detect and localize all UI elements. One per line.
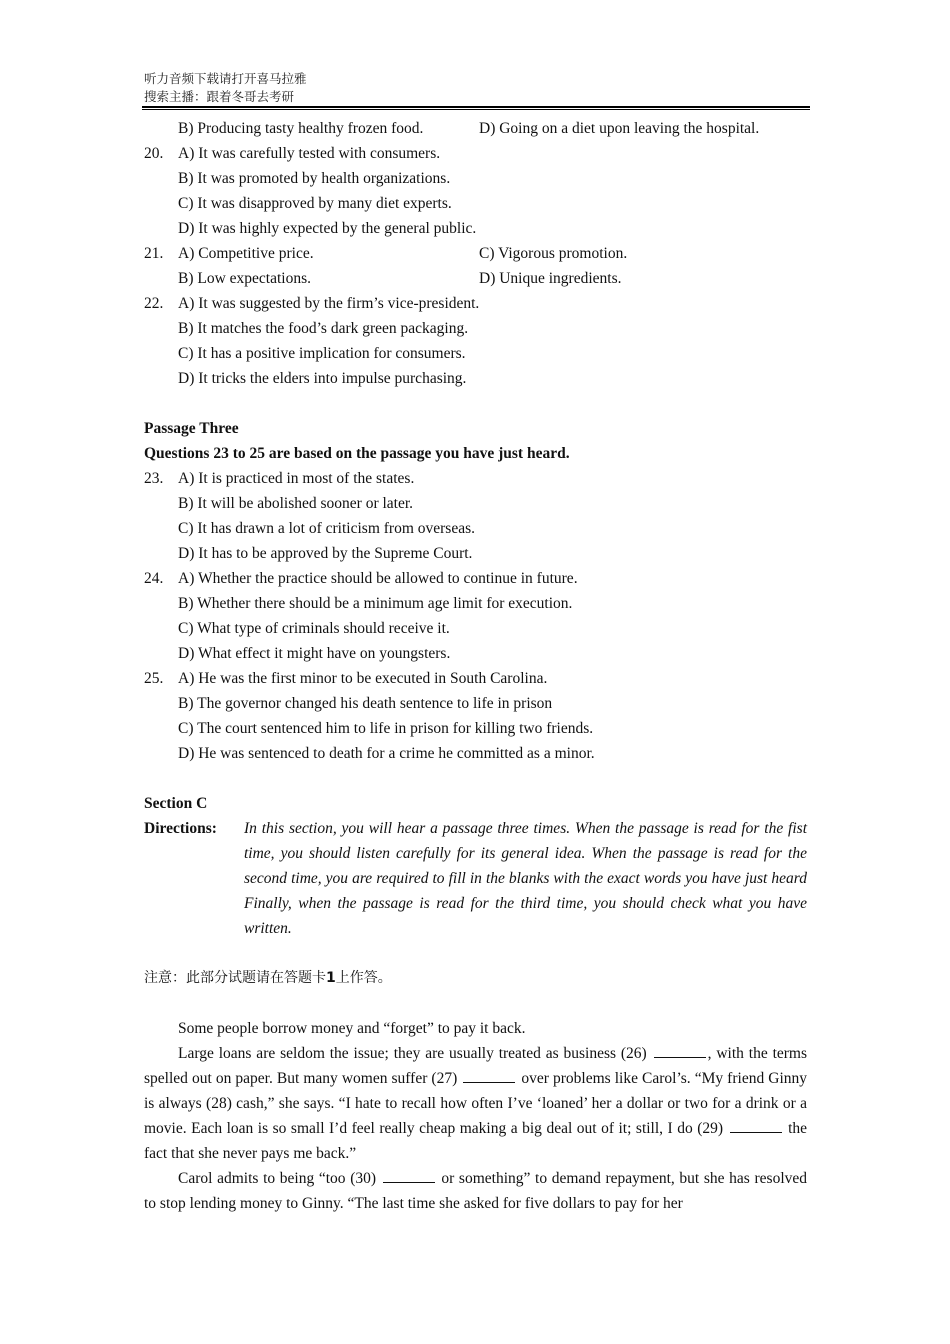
option-21-b: B) Low expectations. bbox=[178, 270, 312, 287]
question-number: 22. bbox=[144, 295, 164, 312]
page-content bbox=[144, 116, 807, 1216]
question-number: 25. bbox=[144, 670, 164, 687]
option-22-c: C) It has a positive implication for consumers. bbox=[178, 345, 466, 362]
option-20-a: A) It was carefully tested with consumers. bbox=[178, 145, 441, 162]
option-19-b: B) Producing tasty healthy frozen food. bbox=[178, 120, 424, 137]
question-23 bbox=[144, 466, 807, 491]
passage-three-subtitle: Questions 23 to 25 are based on the passage you have just heard. bbox=[144, 445, 570, 462]
header-line-2: 搜索主播：跟着冬哥去考研 bbox=[144, 89, 295, 104]
option-22-d: D) It tricks the elders into impulse purchasing. bbox=[178, 370, 467, 387]
note-suffix: 上作答。 bbox=[335, 970, 392, 986]
option-23-a: A) It is practiced in most of the states. bbox=[178, 470, 415, 487]
option-25-c: C) The court sentenced him to life in prison for killing two friends. bbox=[178, 720, 594, 737]
header-line-1: 听力音频下载请打开喜马拉雅 bbox=[144, 71, 307, 86]
option-22-b: B) It matches the food’s dark green packaging. bbox=[178, 320, 469, 337]
question-number: 21. bbox=[144, 245, 164, 262]
passage-three-title: Passage Three bbox=[144, 420, 239, 437]
option-23-c: C) It has drawn a lot of criticism from overseas. bbox=[178, 520, 475, 537]
passage-paragraph-1: Some people borrow money and “forget” to pay it back. bbox=[178, 1020, 526, 1037]
option-21-a: A) Competitive price. bbox=[178, 245, 314, 262]
option-19-d: D) Going on a diet upon leaving the hospital. bbox=[479, 120, 760, 137]
option-24-a: A) Whether the practice should be allowed to continue in future. bbox=[178, 570, 578, 587]
question-number: 20. bbox=[144, 145, 164, 162]
option-23-b: B) It will be abolished sooner or later. bbox=[178, 495, 414, 512]
option-21-d: D) Unique ingredients. bbox=[479, 270, 622, 287]
passage-paragraph-3: Carol admits to being “too (30) or something” to demand repayment, but she has resolved to stop lending money to Ginny. “The last time she asked for five dollars to pay for her bbox=[144, 1170, 808, 1212]
option-25-b: B) The governor changed his death sentence to life in prison bbox=[178, 695, 553, 712]
question-number: 23. bbox=[144, 470, 164, 487]
header-rule-thin bbox=[142, 109, 810, 110]
option-25-d: D) He was sentenced to death for a crime he committed as a minor. bbox=[178, 745, 595, 762]
option-25-a: A) He was the first minor to be executed in South Carolina. bbox=[178, 670, 548, 687]
question-25 bbox=[144, 666, 807, 691]
question-22 bbox=[144, 291, 807, 316]
question-21 bbox=[144, 241, 807, 266]
directions-text: In this section, you will hear a passage three times. When the passage is read for the fist time, you should listen carefully for its general idea. When the passage is read for the second time, you are required to fill in the blanks with the exact words you have just heard Finally, when the passage is read for the third time, you should check what you have written. bbox=[244, 820, 807, 937]
directions bbox=[144, 816, 807, 941]
option-21-c: C) Vigorous promotion. bbox=[479, 245, 628, 262]
directions-label: Directions: bbox=[144, 820, 217, 837]
question-number: 24. bbox=[144, 570, 164, 587]
option-24-b: B) Whether there should be a minimum age limit for execution. bbox=[178, 595, 573, 612]
blank-26[interactable] bbox=[654, 1043, 706, 1058]
question-20 bbox=[144, 141, 807, 166]
option-23-d: D) It has to be approved by the Supreme Court. bbox=[178, 545, 473, 562]
option-24-d: D) What effect it might have on youngsters. bbox=[178, 645, 451, 662]
page-header bbox=[144, 70, 307, 106]
note-prefix: 注意：此部分试题请在答题卡 bbox=[144, 970, 326, 986]
question-24 bbox=[144, 566, 807, 591]
passage-paragraph-2: Large loans are seldom the issue; they are usually treated as business (26) , with the terms spelled out on paper. But many women suffer (27) over problems like Carol’s. “My friend Ginny is always (28) cash,” she says. “I hate to recall how often I’ve ‘loaned’ her a dollar or two for a drink or a movie. Each loan is so small I’d feel really cheap making a big deal out of it; still, I do (29) the fact that she never pays me back.” bbox=[144, 1045, 808, 1162]
note-sheet-number: 1 bbox=[326, 970, 336, 986]
option-20-d: D) It was highly expected by the general public. bbox=[178, 220, 477, 237]
section-c-title: Section C bbox=[144, 795, 208, 812]
option-20-b: B) It was promoted by health organizations. bbox=[178, 170, 451, 187]
question-19-row bbox=[144, 116, 807, 141]
blank-29[interactable] bbox=[730, 1118, 782, 1133]
blank-30[interactable] bbox=[383, 1168, 435, 1183]
option-20-c: C) It was disapproved by many diet experts. bbox=[178, 195, 452, 212]
option-22-a: A) It was suggested by the firm’s vice-president. bbox=[178, 295, 480, 312]
header-rule bbox=[142, 106, 810, 108]
answer-sheet-note bbox=[144, 966, 807, 991]
option-24-c: C) What type of criminals should receive it. bbox=[178, 620, 450, 637]
blank-27[interactable] bbox=[463, 1068, 515, 1083]
